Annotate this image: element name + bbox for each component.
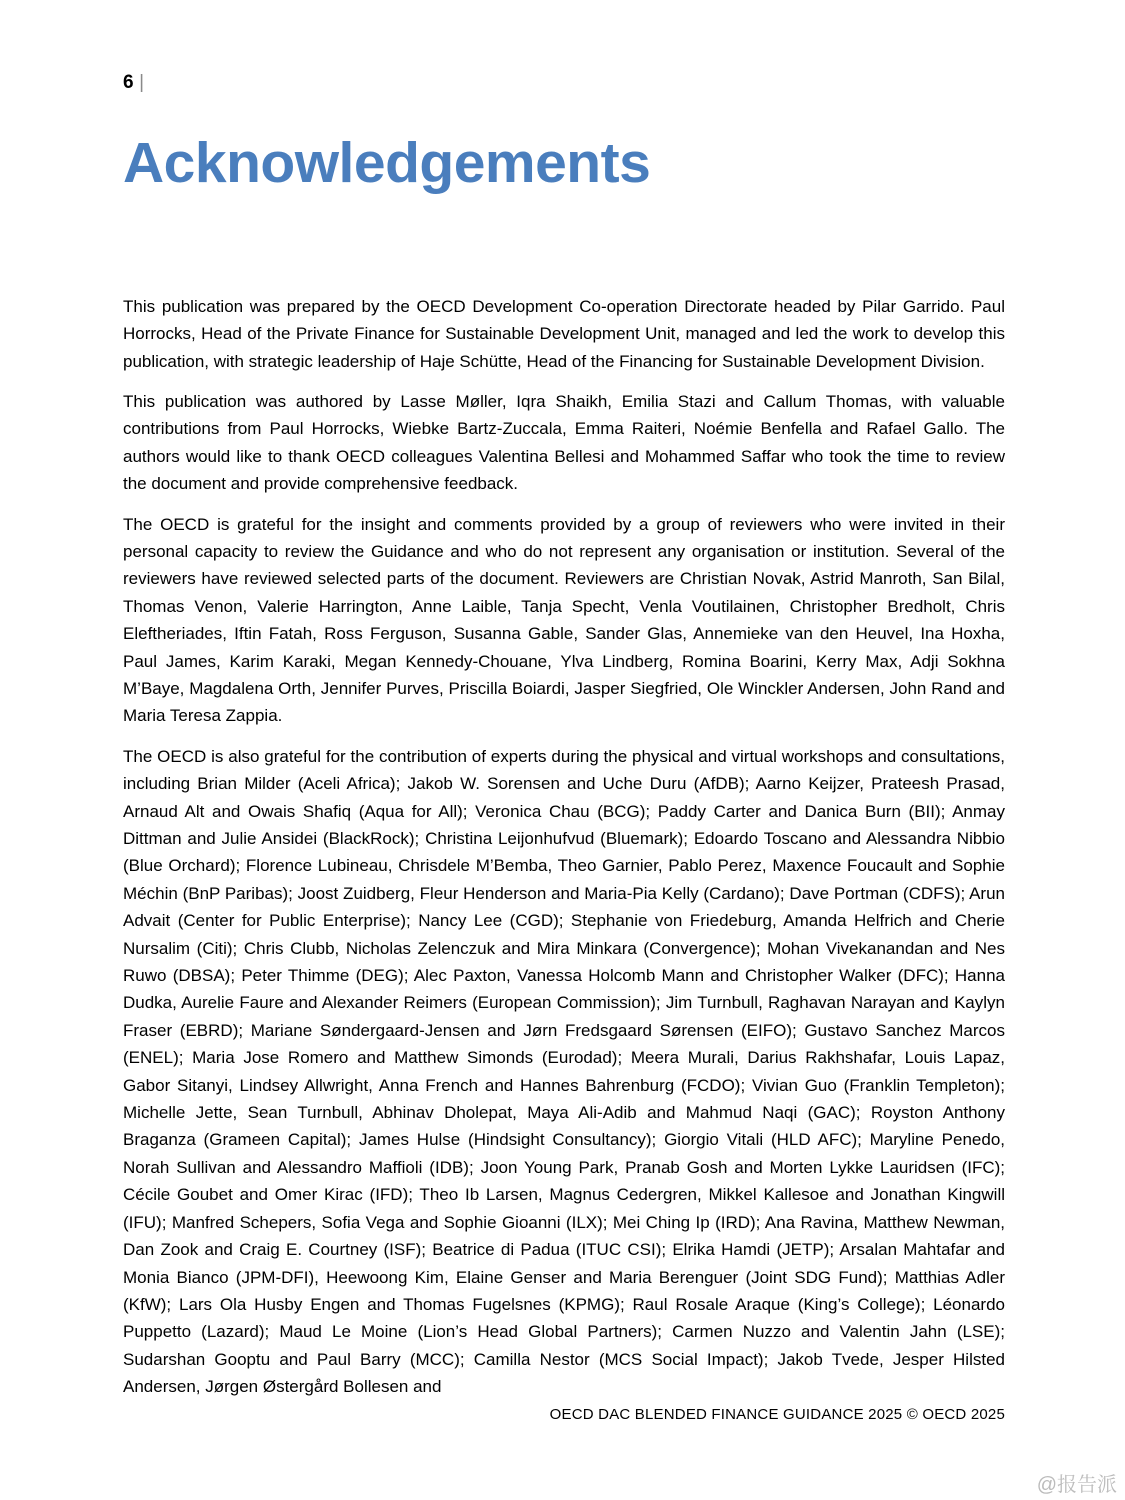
paragraph-authors: This publication was authored by Lasse Møller, Iqra Shaikh, Emilia Stazi and Callum Thomas, with valuable contributions from Paul Horrocks, Wiebke Bartz-Zuccala, Emma Raiteri, Noémie Benfella and Rafael Gallo. The authors would like to thank OECD colleagues Valentina Bellesi and Mohammed Saffar who took the time to review the document and provide comprehensive feedback. bbox=[123, 391, 1005, 494]
page-number-separator: | bbox=[139, 72, 145, 93]
body-text bbox=[123, 293, 1005, 1401]
paragraph-preparation: This publication was prepared by the OECD Development Co-operation Directorate headed by Pilar Garrido. Paul Horrocks, Head of the Private Finance for Sustainable Development Unit, managed and led the work to develop this publication, with strategic leadership of Haje Schütte, Head of the Financing for Sustainable Development Division. bbox=[123, 296, 1005, 371]
page-number: 6 bbox=[123, 72, 135, 93]
page-title: Acknowledgements bbox=[123, 131, 651, 195]
paragraph-experts: The OECD is also grateful for the contribution of experts during the physical and virtual workshops and consultations, including Brian Milder (Aceli Africa); Jakob W. Sorensen and Uche Duru (AfDB); Aarno Keijzer, Prateesh Prasad, Arnaud Alt and Owais Shafiq (Aqua for All); Veronica Chau (BCG); Paddy Carter and Danica Burn (BII); Anmay Dittman and Julie Ansidei (BlackRock); Christina Leijonhufvud (Bluemark); Edoardo Toscano and Alessandra Nibbio (Blue Orchard); Florence Lubineau, Chrisdele M’Bemba, Theo Garnier, Pablo Perez, Maxence Foucault and Sophie Méchin (BnP Paribas); Joost Zuidberg, Fleur Henderson and Maria-Pia Kelly (Cardano); Dave Portman (CDFS); Arun Advait (Center for Public Enterprise); Nancy Lee (CGD); Stephanie von Friedeburg, Amanda Helfrich and Cherie Nursalim (Citi); Chris Clubb, Nicholas Zelenczuk and Mira Minkara (Convergence); Mohan Vivekanandan and Nes Ruwo (DBSA); Peter Thimme (DEG); Alec Paxton, Vanessa Holcomb Mann and Christopher Walker (DFC); Hanna Dudka, Aurelie Faure and Alexander Reimers (European Commission); Jim Turnbull, Raghavan Narayan and Kaylyn Fraser (EBRD); Mariane Søndergaard-Jensen and Jørn Fredsgaard Sørensen (EIFO); Gustavo Sanchez Marcos (ENEL); Maria Jose Romero and Matthew Simonds (Eurodad); Meera Murali, Darius Rakhshafar, Louis Lapaz, Gabor Sitanyi, Lindsey Allwright, Anna French and Hannes Bahrenburg (FCDO); Vivian Guo (Franklin Templeton); Michelle Jette, Sean Turnbull, Abhinav Dholepat, Maya Ali-Adib and Mahmud Naqi (GAC); Royston Anthony Braganza (Grameen Capital); James Hulse (Hindsight Consultancy); Giorgio Vitali (HLD AFC); Maryline Penedo, Norah Sullivan and Alessandro Maffioli (IDB); Joon Young Park, Pranab Gosh and Morten Lykke Lauridsen (IFC); Cécile Goubet and Omer Kirac (IFD); Theo Ib Larsen, Magnus Cedergren, Mikkel Kallesoe and Jonathan Kingwill (IFU); Manfred Schepers, Sofia Vega and Sophie Gioanni (ILX); Mei Ching Ip (IRD); Ana Ravina, Matthew Newman, Dan Zook and Craig E. Courtney (ISF); Beatrice di Padua (ITUC CSI); Elrika Hamdi (JETP); Arsalan Mahtafar and Monia Bianco (JPM-DFI), Heewoong Kim, Elaine Genser and Maria Berenguer (Joint SDG Fund); Matthias Adler (KfW); Lars Ola Husby Engen and Thomas Fugelsnes (KPMG); Raul Rosale Araque (King’s College); Léonardo Puppetto (Lazard); Maud Le Moine (Lion’s Head Global Partners); Carmen Nuzzo and Valentin Jahn (LSE); Sudarshan Gooptu and Paul Barry (MCC); Camilla Nestor (MCS Social Impact); Jakob Tvede, Jesper Hilsted Andersen, Jørgen Østergård Bollesen and bbox=[123, 746, 1005, 1397]
page-header bbox=[123, 72, 1005, 94]
running-footer: OECD DAC BLENDED FINANCE GUIDANCE 2025 © OECD 2025 bbox=[549, 1406, 1005, 1423]
watermark: @报告派 bbox=[1036, 1474, 1117, 1496]
paragraph-reviewers: The OECD is grateful for the insight and comments provided by a group of reviewers who were invited in their personal capacity to review the Guidance and who do not represent any organisation or institution. Several of the reviewers have reviewed selected parts of the document. Reviewers are Christian Novak, Astrid Manroth, San Bilal, Thomas Venon, Valerie Harrington, Anne Laible, Tanja Specht, Venla Voutilainen, Christopher Bredholt, Chris Eleftheriades, Iftin Fatah, Ross Ferguson, Susanna Gable, Sander Glas, Annemieke van den Heuvel, Ina Hoxha, Paul James, Karim Karaki, Megan Kennedy-Chouane, Ylva Lindberg, Romina Boarini, Kerry Max, Adji Sokhna M’Baye, Magdalena Orth, Jennifer Purves, Priscilla Boiardi, Jasper Siegfried, Ole Winckler Andersen, John Rand and Maria Teresa Zappia. bbox=[123, 514, 1005, 726]
